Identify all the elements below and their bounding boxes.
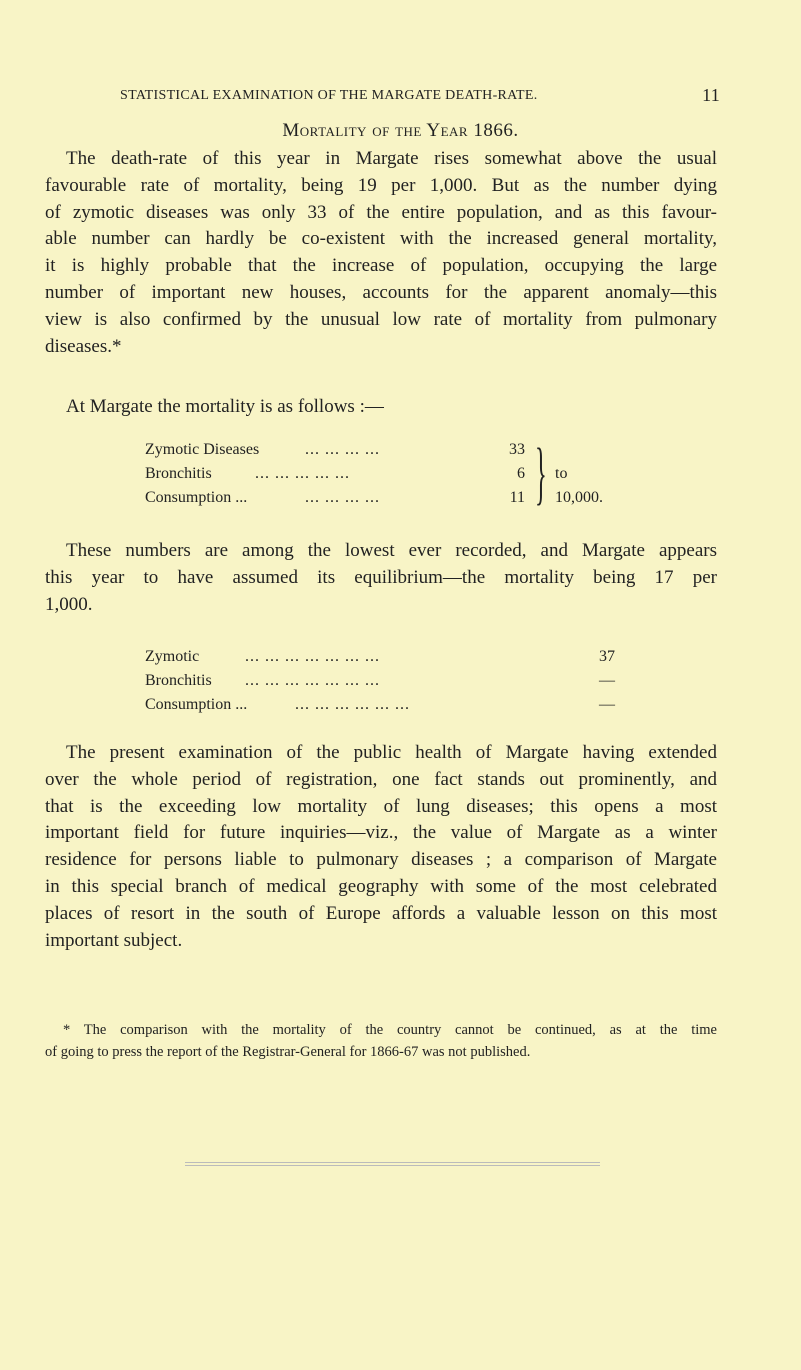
running-header: [120, 85, 720, 105]
table-row: [145, 438, 585, 462]
row-value: 11: [509, 489, 525, 506]
table-row: [145, 669, 625, 693]
footnote-line: of going to press the report of the Registrar-General for 1866-67 was not published.: [45, 1044, 531, 1060]
text-line: important field for future inquiries—viz., the value of Margate as a winter: [45, 822, 717, 844]
text-line: that is the exceeding low mortality of lung diseases; this opens a most: [45, 795, 717, 817]
table-row: [145, 693, 625, 717]
leader-dots: ... ... ... ... ... ... ...: [245, 648, 380, 665]
mortality-table-1: [145, 435, 603, 512]
table-row: [145, 462, 585, 486]
row-value: 6: [517, 465, 525, 482]
leader-dots: ... ... ... ...: [305, 441, 380, 458]
row-value: —: [599, 696, 615, 713]
intro-line: At Margate the mortality is as follows :—: [66, 396, 384, 417]
leader-dots: ... ... ... ...: [305, 489, 380, 506]
row-label: Consumption ...: [145, 489, 248, 506]
row-value: 37: [599, 648, 615, 665]
text-line: of zymotic diseases was only 33 of the entire population, and as this favour-: [45, 201, 717, 223]
paragraph-1: [45, 146, 717, 360]
brace-note: to 10,000.: [555, 465, 603, 506]
row-label: Bronchitis: [145, 465, 212, 482]
text-line: able number can hardly be co-existent with the increased general mortality,: [45, 228, 717, 250]
paragraph-3: [45, 740, 717, 954]
leader-dots: ... ... ... ... ... ... ...: [245, 672, 380, 689]
text-line: The present examination of the public health of Margate having extended: [66, 742, 717, 763]
intro-line-block: [45, 394, 717, 421]
text-line: in this special branch of medical geography with some of the most celebrated: [45, 875, 717, 897]
footnote-line: * The comparison with the mortality of the country cannot be continued, as at the time: [63, 1022, 717, 1038]
row-label: Consumption ...: [145, 696, 248, 713]
text-line: it is highly probable that the increase of population, occupying the large: [45, 255, 717, 277]
row-label: Zymotic Diseases: [145, 441, 260, 458]
text-line: favourable rate of mortality, being 19 per 1,000. But as the number dying: [45, 174, 717, 196]
section-title: Mortality of the Year 1866.: [282, 120, 519, 141]
table-row: [145, 486, 585, 510]
text-line: residence for persons liable to pulmonary diseases ; a comparison of Margate: [45, 849, 717, 871]
brace-icon: }: [535, 435, 547, 512]
paragraph-2: [45, 538, 717, 618]
mortality-table-2: [145, 645, 625, 717]
row-label: Zymotic: [145, 648, 200, 665]
table-row: [145, 645, 625, 669]
leader-dots: ... ... ... ... ...: [255, 465, 350, 482]
row-value: 33: [509, 441, 525, 458]
page-rule-divider: [185, 1162, 600, 1166]
text-line: view is also confirmed by the unusual low rate of mortality from pulmonary: [45, 308, 717, 330]
text-line: The death-rate of this year in Margate rises somewhat above the usual: [66, 148, 717, 169]
text-line: over the whole period of registration, one fact stands out prominently, and: [45, 768, 717, 790]
text-line: 1,000.: [45, 593, 93, 615]
running-title: STATISTICAL EXAMINATION OF THE MARGATE DEATH-RATE.: [120, 88, 538, 103]
page-number: 11: [702, 85, 720, 105]
leader-dots: ... ... ... ... ... ...: [295, 696, 410, 713]
text-line: diseases.*: [45, 335, 122, 357]
text-line: These numbers are among the lowest ever recorded, and Margate appears: [66, 540, 717, 561]
text-line: this year to have assumed its equilibrium—the mortality being 17 per: [45, 566, 717, 588]
text-line: number of important new houses, accounts for the apparent anomaly—this: [45, 281, 717, 303]
footnote: [45, 1019, 717, 1063]
row-value: —: [599, 672, 615, 689]
row-label: Bronchitis: [145, 672, 212, 689]
text-line: important subject.: [45, 929, 183, 951]
text-line: places of resort in the south of Europe affords a valuable lesson on this most: [45, 902, 717, 924]
